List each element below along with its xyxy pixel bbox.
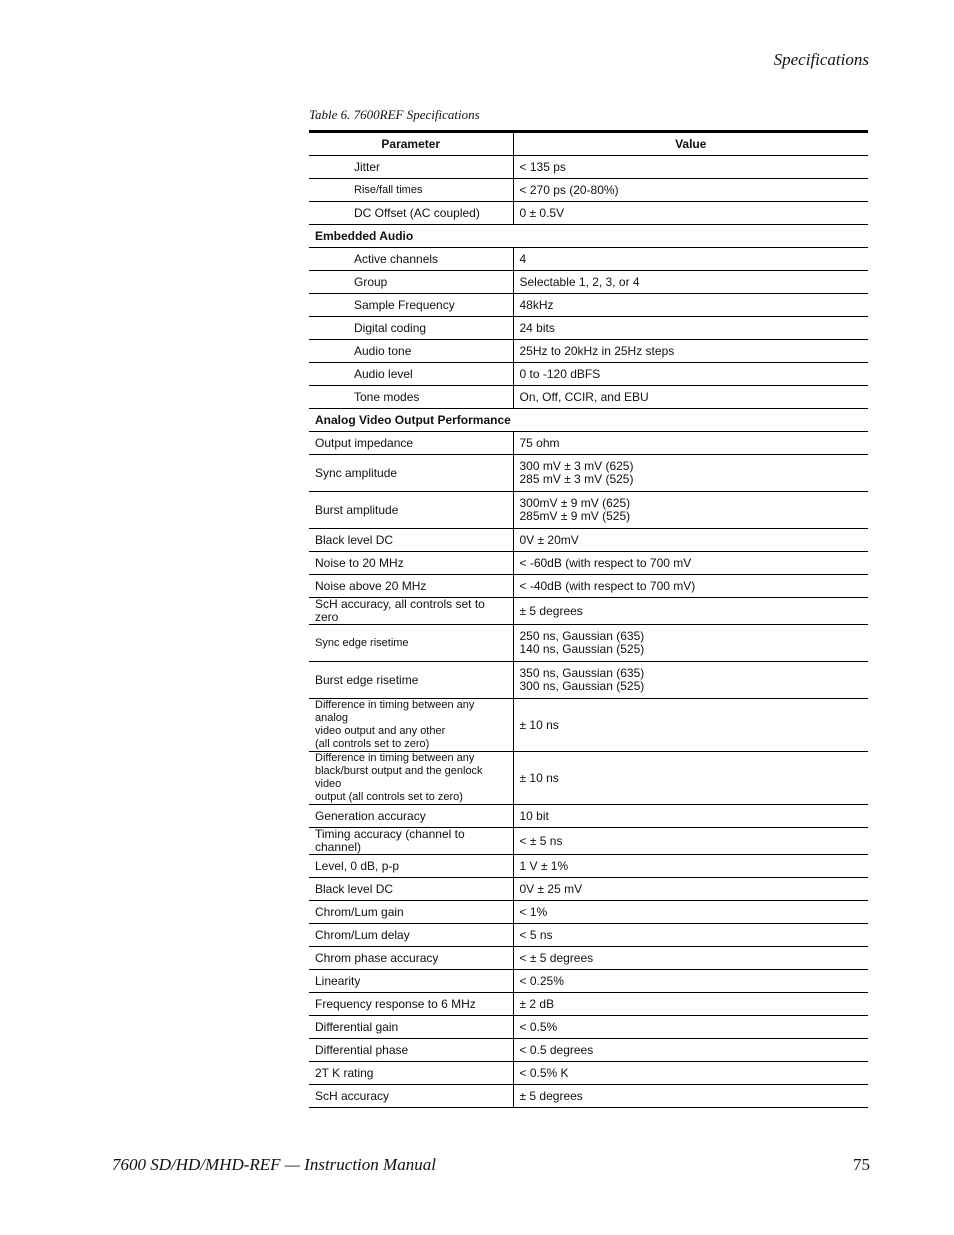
value-cell: < 0.25% <box>513 970 868 993</box>
value-cell: 4 <box>513 248 868 271</box>
value-cell: < 5 ns <box>513 924 868 947</box>
param-cell: Jitter <box>309 156 513 179</box>
param-cell: Chrom/Lum delay <box>309 924 513 947</box>
param-cell: Audio tone <box>309 340 513 363</box>
value-cell: < -40dB (with respect to 700 mV) <box>513 575 868 598</box>
param-cell <box>309 752 513 805</box>
value-cell: ± 5 degrees <box>513 1085 868 1108</box>
table-row <box>309 294 868 317</box>
param-cell: Black level DC <box>309 529 513 552</box>
value-line: 350 ns, Gaussian (635) <box>519 666 645 680</box>
table-row <box>309 552 868 575</box>
value-cell: On, Off, CCIR, and EBU <box>513 386 868 409</box>
table-row <box>309 947 868 970</box>
value-cell <box>513 625 868 662</box>
param-cell: Differential gain <box>309 1016 513 1039</box>
table-row <box>309 575 868 598</box>
value-line: 140 ns, Gaussian (525) <box>519 642 645 656</box>
value-cell: 25Hz to 20kHz in 25Hz steps <box>513 340 868 363</box>
param-cell: DC Offset (AC coupled) <box>309 202 513 225</box>
table-row <box>309 455 868 492</box>
param-line: video output and any other <box>315 725 446 737</box>
param-cell: Burst edge risetime <box>309 662 513 699</box>
value-cell: 0 ± 0.5V <box>513 202 868 225</box>
table-row <box>309 179 868 202</box>
table-row <box>309 924 868 947</box>
param-cell: Level, 0 dB, p-p <box>309 855 513 878</box>
param-cell: Audio level <box>309 363 513 386</box>
table-row <box>309 699 868 752</box>
param-cell: Differential phase <box>309 1039 513 1062</box>
table-caption: Table 6. 7600REF Specifications <box>309 107 480 122</box>
table-row <box>309 317 868 340</box>
table-row <box>309 1085 868 1108</box>
value-cell: 0 to -120 dBFS <box>513 363 868 386</box>
table-row <box>309 248 868 271</box>
value-line: 285mV ± 9 mV (525) <box>519 509 631 523</box>
table-row <box>309 828 868 855</box>
value-cell: < ± 5 ns <box>513 828 868 855</box>
param-line: Difference in timing between any analog <box>315 699 475 724</box>
param-cell: Digital coding <box>309 317 513 340</box>
param-cell: Chrom phase accuracy <box>309 947 513 970</box>
value-cell: < 0.5% K <box>513 1062 868 1085</box>
value-line: 300 ns, Gaussian (525) <box>519 679 645 693</box>
param-cell: Generation accuracy <box>309 805 513 828</box>
value-cell: 0V ± 20mV <box>513 529 868 552</box>
value-cell: ± 10 ns <box>513 699 868 752</box>
table-row <box>309 625 868 662</box>
table-row <box>309 662 868 699</box>
table-row <box>309 805 868 828</box>
param-line: (all controls set to zero) <box>315 738 430 750</box>
param-cell: Sync edge risetime <box>309 625 513 662</box>
section-heading: Analog Video Output Performance <box>309 409 868 432</box>
param-cell: Timing accuracy (channel to channel) <box>309 828 513 855</box>
section-heading: Embedded Audio <box>309 225 868 248</box>
value-cell: < 0.5 degrees <box>513 1039 868 1062</box>
table-row <box>309 1016 868 1039</box>
table-row <box>309 432 868 455</box>
section-row-embedded-audio <box>309 225 868 248</box>
value-cell: ± 2 dB <box>513 993 868 1016</box>
value-cell <box>513 662 868 699</box>
param-line: black/burst output and the genlock video <box>315 765 483 790</box>
value-cell: 0V ± 25 mV <box>513 878 868 901</box>
table-row <box>309 202 868 225</box>
param-cell: Sync amplitude <box>309 455 513 492</box>
table-row <box>309 271 868 294</box>
value-cell <box>513 455 868 492</box>
param-cell: Output impedance <box>309 432 513 455</box>
section-row-analog-video <box>309 409 868 432</box>
value-cell: < ± 5 degrees <box>513 947 868 970</box>
param-cell: Linearity <box>309 970 513 993</box>
table-header-row <box>309 132 868 156</box>
value-cell: < 135 ps <box>513 156 868 179</box>
value-cell: < -60dB (with respect to 700 mV <box>513 552 868 575</box>
param-cell: Burst amplitude <box>309 492 513 529</box>
param-cell: ScH accuracy, all controls set to zero <box>309 598 513 625</box>
param-line: output (all controls set to zero) <box>315 791 463 803</box>
specifications-table <box>309 130 868 1108</box>
column-header-value: Value <box>513 132 868 156</box>
param-cell: Frequency response to 6 MHz <box>309 993 513 1016</box>
value-cell: 1 V ± 1% <box>513 855 868 878</box>
table-row <box>309 529 868 552</box>
table-row <box>309 363 868 386</box>
table-row <box>309 340 868 363</box>
value-cell: ± 5 degrees <box>513 598 868 625</box>
table-row <box>309 901 868 924</box>
param-cell: Noise to 20 MHz <box>309 552 513 575</box>
value-cell: 10 bit <box>513 805 868 828</box>
value-cell: < 270 ps (20-80%) <box>513 179 868 202</box>
value-cell: 48kHz <box>513 294 868 317</box>
table-row <box>309 1039 868 1062</box>
table-row <box>309 855 868 878</box>
value-cell: Selectable 1, 2, 3, or 4 <box>513 271 868 294</box>
param-cell: ScH accuracy <box>309 1085 513 1108</box>
value-line: 285 mV ± 3 mV (525) <box>519 472 634 486</box>
value-cell: < 0.5% <box>513 1016 868 1039</box>
section-header: Specifications <box>773 50 869 69</box>
value-cell: < 1% <box>513 901 868 924</box>
value-line: 250 ns, Gaussian (635) <box>519 629 645 643</box>
table-row <box>309 993 868 1016</box>
param-cell <box>309 699 513 752</box>
param-line: Difference in timing between any <box>315 752 475 764</box>
table-row <box>309 878 868 901</box>
value-line: 300 mV ± 3 mV (625) <box>519 459 634 473</box>
param-cell: Noise above 20 MHz <box>309 575 513 598</box>
table-row <box>309 386 868 409</box>
table-row <box>309 1062 868 1085</box>
param-cell: Rise/fall times <box>309 179 513 202</box>
value-line: 300mV ± 9 mV (625) <box>519 496 631 510</box>
param-cell: Sample Frequency <box>309 294 513 317</box>
table-row <box>309 970 868 993</box>
column-header-parameter: Parameter <box>309 132 513 156</box>
param-cell: Group <box>309 271 513 294</box>
param-cell: 2T K rating <box>309 1062 513 1085</box>
param-cell: Chrom/Lum gain <box>309 901 513 924</box>
param-cell: Tone modes <box>309 386 513 409</box>
value-cell <box>513 492 868 529</box>
param-cell: Black level DC <box>309 878 513 901</box>
value-cell: ± 10 ns <box>513 752 868 805</box>
table-row <box>309 156 868 179</box>
table-row <box>309 492 868 529</box>
value-cell: 24 bits <box>513 317 868 340</box>
table-row <box>309 598 868 625</box>
manual-title: 7600 SD/HD/MHD-REF — Instruction Manual <box>112 1155 436 1174</box>
param-cell: Active channels <box>309 248 513 271</box>
value-cell: 75 ohm <box>513 432 868 455</box>
page-number: 75 <box>853 1155 870 1174</box>
table-row <box>309 752 868 805</box>
